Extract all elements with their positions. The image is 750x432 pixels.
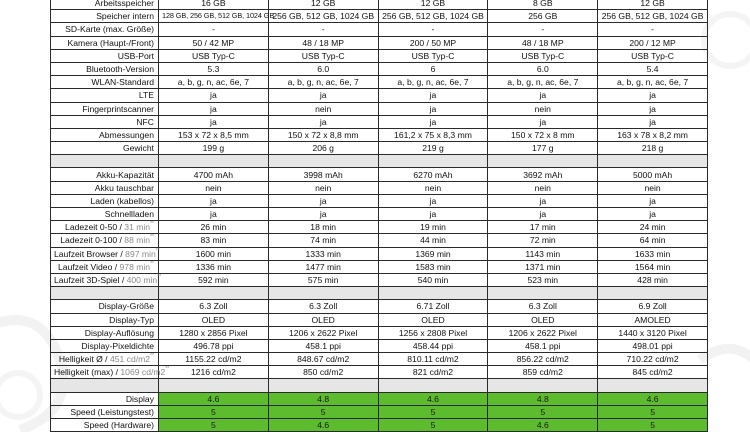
value-cell: a, b, g, n, ac, 6e, 7 <box>268 76 378 89</box>
value-cell: ja <box>159 194 269 207</box>
value-cell: 83 min <box>159 234 269 247</box>
row-label-text: Display-Pixeldichte <box>81 340 154 351</box>
separator-cell <box>598 287 708 300</box>
row-label-text: NFC <box>136 116 154 127</box>
row-label-text: Fingerprintscanner <box>82 103 154 114</box>
spec-row <box>51 273 708 286</box>
score-cell: 5 <box>159 405 269 418</box>
value-cell: 44 min <box>378 234 488 247</box>
value-cell: 1371 min <box>488 260 598 273</box>
value-cell: ja <box>378 115 488 128</box>
value-cell: 5.3 <box>159 62 269 75</box>
value-cell: 498.01 ppi <box>598 339 708 352</box>
value-cell: 1600 min <box>159 247 269 260</box>
value-cell: 5.4 <box>598 62 708 75</box>
value-cell: 24 min <box>598 221 708 234</box>
value-cell: a, b, g, n, ac, 6e, 7 <box>488 76 598 89</box>
row-label-text: Kamera (Haupt-/Front) <box>67 37 154 48</box>
value-cell: nein <box>598 181 708 194</box>
value-cell: 256 GB <box>488 10 598 23</box>
separator-cell <box>268 287 378 300</box>
score-row <box>51 392 708 405</box>
value-cell: USB Typ-C <box>488 49 598 62</box>
value-cell: 6.9 Zoll <box>598 300 708 313</box>
value-cell: 12 GB <box>378 0 488 10</box>
value-cell: 1143 min <box>488 247 598 260</box>
row-label <box>51 300 159 313</box>
row-label <box>51 49 159 62</box>
separator-cell <box>159 155 269 168</box>
score-cell: 5 <box>378 405 488 418</box>
value-cell: 1583 min <box>378 260 488 273</box>
row-label <box>51 168 159 181</box>
value-cell: - <box>159 23 269 36</box>
value-cell: 1564 min <box>598 260 708 273</box>
row-label <box>51 405 159 418</box>
value-cell: 19 min <box>378 221 488 234</box>
value-cell: 540 min <box>378 273 488 286</box>
value-cell: 458.44 ppi <box>378 339 488 352</box>
value-cell: 848.67 cd/m2 <box>268 353 378 366</box>
row-label-text: Akku tauschbar <box>94 182 154 193</box>
value-cell: ja <box>378 208 488 221</box>
separator-cell <box>598 155 708 168</box>
value-cell: ja <box>378 194 488 207</box>
value-cell: 1280 x 2856 Pixel <box>159 326 269 339</box>
value-cell: ja <box>488 208 598 221</box>
value-cell: 1155.22 cd/m2 <box>159 353 269 366</box>
spec-row <box>51 326 708 339</box>
spec-row <box>51 353 708 366</box>
row-label <box>51 23 159 36</box>
value-cell: 1333 min <box>268 247 378 260</box>
value-cell: 1477 min <box>268 260 378 273</box>
value-cell: 150 x 72 x 8 mm <box>488 128 598 141</box>
value-cell: 6 <box>378 62 488 75</box>
value-cell: 6.71 Zoll <box>378 300 488 313</box>
row-label-text: Display-Größe <box>98 301 154 312</box>
value-cell: ja <box>598 102 708 115</box>
row-label-text: Gewicht <box>122 143 154 154</box>
value-cell: 428 min <box>598 273 708 286</box>
footnote-marker: ** <box>165 366 170 373</box>
value-cell: 48 / 18 MP <box>488 36 598 49</box>
row-label-text: Speed (Leistungstest) <box>70 406 154 417</box>
value-cell: 6270 mAh <box>378 168 488 181</box>
value-cell: 163 x 78 x 8,2 mm <box>598 128 708 141</box>
value-cell: 1633 min <box>598 247 708 260</box>
value-cell: nein <box>378 181 488 194</box>
reference-value-text: 978 min <box>119 261 151 272</box>
value-cell: ja <box>268 208 378 221</box>
row-label-text: LTE <box>138 90 154 101</box>
row-label-text: Speicher intern <box>96 11 154 22</box>
row-label-text: Ladezeit 0-50 / <box>65 222 122 233</box>
score-cell: 5 <box>598 419 708 432</box>
row-label <box>51 76 159 89</box>
row-label <box>51 10 159 23</box>
row-label-text: Display-Typ <box>109 314 154 325</box>
row-label <box>51 392 159 405</box>
reference-value <box>120 262 154 272</box>
reference-value <box>127 275 161 285</box>
separator-cell <box>268 155 378 168</box>
row-label-text: Schnellladen <box>104 209 154 220</box>
value-cell: ja <box>488 89 598 102</box>
value-cell: 6.3 Zoll <box>268 300 378 313</box>
value-cell: 256 GB, 512 GB, 1024 GB <box>598 10 708 23</box>
reference-value-text: 1069 cd/m2 <box>120 367 166 378</box>
value-cell: ja <box>159 115 269 128</box>
row-label <box>51 221 159 234</box>
value-cell: USB Typ-C <box>268 49 378 62</box>
value-cell: OLED <box>268 313 378 326</box>
spec-row <box>51 234 708 247</box>
value-cell: 821 cd/m2 <box>378 366 488 379</box>
score-cell: 5 <box>598 405 708 418</box>
score-row <box>51 405 708 418</box>
row-label-text: Laufzeit Video / <box>58 261 118 272</box>
spec-row <box>51 128 708 141</box>
reference-value <box>125 249 159 259</box>
spec-row <box>51 208 708 221</box>
value-cell: 710.22 cd/m2 <box>598 353 708 366</box>
separator-cell <box>488 287 598 300</box>
score-cell: 5 <box>159 419 269 432</box>
spec-row <box>51 181 708 194</box>
value-cell: 219 g <box>378 142 488 155</box>
value-cell: - <box>378 23 488 36</box>
separator-cell <box>51 287 159 300</box>
row-label-text: Speed (Hardware) <box>83 420 154 431</box>
value-cell: USB Typ-C <box>378 49 488 62</box>
row-label <box>51 313 159 326</box>
spec-row <box>51 339 708 352</box>
reference-value <box>124 222 154 232</box>
value-cell: 72 min <box>488 234 598 247</box>
row-label <box>51 128 159 141</box>
value-cell: 6.3 Zoll <box>159 300 269 313</box>
value-cell: - <box>488 23 598 36</box>
value-cell: 592 min <box>159 273 269 286</box>
footnote-marker: ** <box>150 234 154 241</box>
row-label <box>51 234 159 247</box>
value-cell: ja <box>378 89 488 102</box>
value-cell: nein <box>159 181 269 194</box>
spec-row <box>51 89 708 102</box>
spec-row <box>51 76 708 89</box>
value-cell: 845 cd/m2 <box>598 366 708 379</box>
value-cell: a, b, g, n, ac, 6e, 7 <box>378 76 488 89</box>
value-cell: ja <box>268 115 378 128</box>
spec-row <box>51 36 708 49</box>
reference-value-text: 451 cd/m2 <box>109 354 151 365</box>
value-cell: 12 GB <box>598 0 708 10</box>
score-cell: 4.6 <box>378 392 488 405</box>
score-cell: 4.8 <box>488 392 598 405</box>
value-cell: 256 GB, 512 GB, 1024 GB <box>268 10 378 23</box>
row-label-text: Abmessungen <box>99 129 154 140</box>
value-cell: 199 g <box>159 142 269 155</box>
row-label-text: Helligkeit Ø / <box>58 354 108 365</box>
value-cell: 16 GB <box>159 0 269 10</box>
spec-row <box>51 168 708 181</box>
row-label <box>51 0 159 10</box>
value-cell: 810.11 cd/m2 <box>378 353 488 366</box>
score-cell: 4.6 <box>488 419 598 432</box>
row-label-text: Akku-Kapazität <box>96 169 154 180</box>
value-cell: 153 x 72 x 8,5 mm <box>159 128 269 141</box>
row-label <box>51 194 159 207</box>
value-cell: 218 g <box>598 142 708 155</box>
reference-value <box>110 354 154 364</box>
value-cell: ja <box>268 194 378 207</box>
value-cell: 1216 cd/m2 <box>159 366 269 379</box>
value-cell: 5000 mAh <box>598 168 708 181</box>
value-cell: 206 g <box>268 142 378 155</box>
spec-row <box>51 49 708 62</box>
value-cell: 200 / 12 MP <box>598 36 708 49</box>
separator-cell <box>159 379 269 392</box>
value-cell: 1369 min <box>378 247 488 260</box>
value-cell: ja <box>268 89 378 102</box>
value-cell: 4700 mAh <box>159 168 269 181</box>
row-label <box>51 142 159 155</box>
row-label-text: Arbeitsspeicher <box>94 0 154 9</box>
value-cell: - <box>268 23 378 36</box>
score-cell: 4.8 <box>268 392 378 405</box>
spec-row <box>51 194 708 207</box>
value-cell: nein <box>268 181 378 194</box>
value-cell: USB Typ-C <box>598 49 708 62</box>
spec-row <box>51 0 708 10</box>
spec-row <box>51 247 708 260</box>
value-cell: 64 min <box>598 234 708 247</box>
value-cell: 6.0 <box>488 62 598 75</box>
score-cell: 4.6 <box>598 392 708 405</box>
row-label <box>51 366 170 379</box>
value-cell: ja <box>159 208 269 221</box>
value-cell: 161,2 x 75 x 8,3 mm <box>378 128 488 141</box>
value-cell: ja <box>598 89 708 102</box>
section-separator-row <box>51 155 708 168</box>
row-label <box>51 339 159 352</box>
value-cell: OLED <box>488 313 598 326</box>
value-cell: 200 / 50 MP <box>378 36 488 49</box>
reference-value-text: 897 min <box>125 248 156 259</box>
value-cell: 128 GB, 256 GB, 512 GB, 1024 GB <box>159 10 269 23</box>
value-cell: 8 GB <box>488 0 598 10</box>
value-cell: 12 GB <box>268 0 378 10</box>
value-cell: OLED <box>159 313 269 326</box>
value-cell: ja <box>488 194 598 207</box>
row-label-text: Laufzeit 3D-Spiel / <box>54 275 125 286</box>
row-label-text: Laufzeit Browser / <box>54 248 123 259</box>
row-label <box>51 247 159 260</box>
value-cell: 50 / 42 MP <box>159 36 269 49</box>
row-label <box>51 419 159 432</box>
footnote-marker: ** <box>157 274 162 281</box>
separator-cell <box>268 379 378 392</box>
row-label <box>51 208 159 221</box>
row-label <box>51 260 159 273</box>
value-cell: 1256 x 2808 Pixel <box>378 326 488 339</box>
value-cell: 458.1 ppi <box>268 339 378 352</box>
row-label-text: SD-Karte (max. Größe) <box>65 24 154 35</box>
spec-table-body <box>51 0 708 432</box>
value-cell: 74 min <box>268 234 378 247</box>
separator-cell <box>488 379 598 392</box>
value-cell: OLED <box>378 313 488 326</box>
value-cell: 3692 mAh <box>488 168 598 181</box>
value-cell: ja <box>159 89 269 102</box>
value-cell: 48 / 18 MP <box>268 36 378 49</box>
value-cell: 575 min <box>268 273 378 286</box>
value-cell: a, b, g, n, ac, 6e, 7 <box>159 76 269 89</box>
row-label <box>51 36 159 49</box>
row-label <box>51 115 159 128</box>
value-cell: 1206 x 2622 Pixel <box>488 326 598 339</box>
spec-row <box>51 300 708 313</box>
section-separator-row <box>51 379 708 392</box>
value-cell: 523 min <box>488 273 598 286</box>
reference-value-text: 31 min <box>124 222 151 233</box>
reference-value-text: 400 min <box>126 275 158 286</box>
row-label-text: Helligkeit (max) / <box>54 367 118 378</box>
row-label-text: USB-Port <box>117 50 154 61</box>
row-label <box>51 353 159 366</box>
value-cell: ja <box>488 115 598 128</box>
separator-cell <box>378 155 488 168</box>
value-cell: AMOLED <box>598 313 708 326</box>
separator-cell <box>598 379 708 392</box>
value-cell: ja <box>598 208 708 221</box>
value-cell: 496.78 ppi <box>159 339 269 352</box>
footnote-marker: ** <box>155 247 160 254</box>
value-cell: nein <box>488 102 598 115</box>
value-cell: 856.22 cd/m2 <box>488 353 598 366</box>
value-cell: 859 cd/m2 <box>488 366 598 379</box>
value-cell: 17 min <box>488 221 598 234</box>
value-cell: 1206 x 2622 Pixel <box>268 326 378 339</box>
separator-cell <box>488 155 598 168</box>
value-cell: ja <box>598 194 708 207</box>
value-cell: USB Typ-C <box>159 49 269 62</box>
score-row <box>51 419 708 432</box>
spec-row <box>51 115 708 128</box>
row-label-text: Laden (kabellos) <box>90 195 154 206</box>
row-label <box>51 181 159 194</box>
row-label-text: Bluetooth-Version <box>86 64 154 75</box>
reference-value-text: 88 min <box>124 235 151 246</box>
separator-cell <box>378 287 488 300</box>
row-label <box>51 89 159 102</box>
value-cell: 6.3 Zoll <box>488 300 598 313</box>
spec-row <box>51 142 708 155</box>
score-cell: 5 <box>488 405 598 418</box>
reference-value <box>124 235 154 245</box>
row-label <box>51 62 159 75</box>
value-cell: 1336 min <box>159 260 269 273</box>
score-cell: 5 <box>378 419 488 432</box>
footnote-marker: ** <box>150 221 154 228</box>
row-label <box>51 102 159 115</box>
spec-row <box>51 260 708 273</box>
score-cell: 4.6 <box>268 419 378 432</box>
row-label-text: Ladezeit 0-100 / <box>60 235 122 246</box>
value-cell: 850 cd/m2 <box>268 366 378 379</box>
spec-row <box>51 10 708 23</box>
spec-row <box>51 62 708 75</box>
score-cell: 4.6 <box>159 392 269 405</box>
row-label <box>51 326 159 339</box>
value-cell: 6.0 <box>268 62 378 75</box>
separator-cell <box>51 155 159 168</box>
value-cell: 150 x 72 x 8,8 mm <box>268 128 378 141</box>
value-cell: 177 g <box>488 142 598 155</box>
spec-comparison-table <box>50 0 708 432</box>
value-cell: nein <box>488 181 598 194</box>
value-cell: 18 min <box>268 221 378 234</box>
spec-row <box>51 313 708 326</box>
value-cell: ja <box>378 102 488 115</box>
separator-cell <box>51 379 159 392</box>
spec-row <box>51 366 708 379</box>
row-label-text: WLAN-Standard <box>91 77 154 88</box>
section-separator-row <box>51 287 708 300</box>
footnote-marker: ** <box>150 353 154 360</box>
separator-cell <box>159 287 269 300</box>
value-cell: a, b, g, n, ac, 6e, 7 <box>598 76 708 89</box>
separator-cell <box>378 379 488 392</box>
value-cell: 256 GB, 512 GB, 1024 GB <box>378 10 488 23</box>
spec-row <box>51 102 708 115</box>
value-cell: ja <box>159 102 269 115</box>
row-label <box>51 273 162 286</box>
value-cell: 3998 mAh <box>268 168 378 181</box>
value-cell: 26 min <box>159 221 269 234</box>
footnote-marker: ** <box>150 260 154 267</box>
value-cell: - <box>598 23 708 36</box>
value-cell: ja <box>598 115 708 128</box>
row-label-text: Display-Auflösung <box>84 327 154 338</box>
value-cell: 1440 x 3120 Pixel <box>598 326 708 339</box>
value-cell: nein <box>268 102 378 115</box>
row-label-text: Display <box>125 393 154 404</box>
value-cell: 458.1 ppi <box>488 339 598 352</box>
score-cell: 5 <box>268 405 378 418</box>
spec-row <box>51 23 708 36</box>
spec-row <box>51 221 708 234</box>
reference-value <box>120 367 169 377</box>
